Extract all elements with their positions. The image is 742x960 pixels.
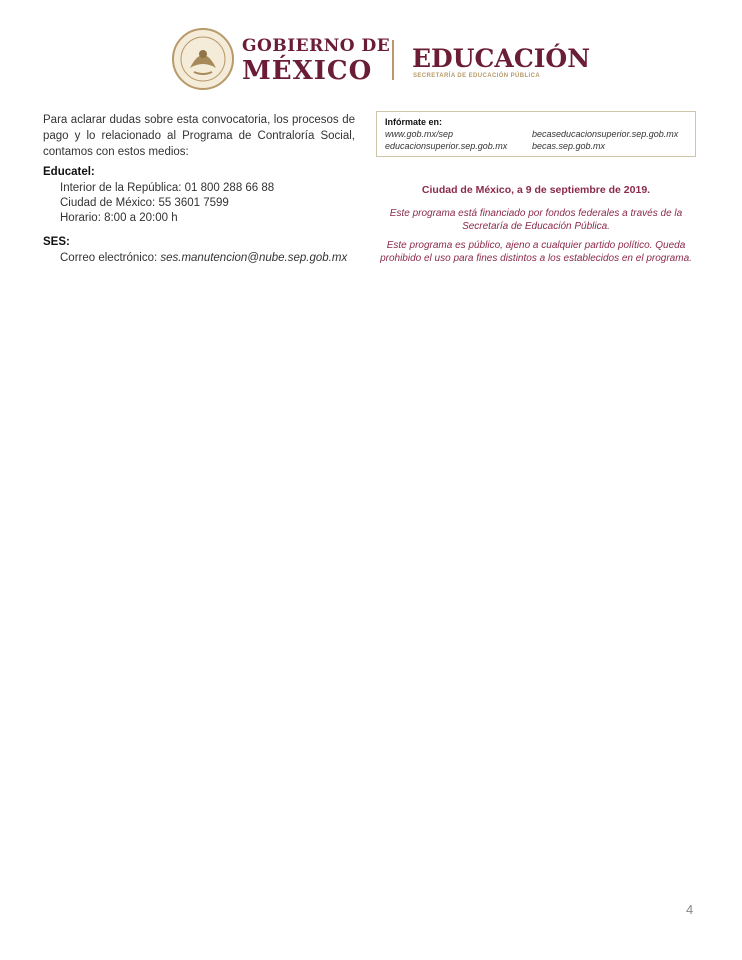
ses-email-line (60, 252, 347, 264)
date-line: Ciudad de México, a 9 de septiembre de 2019. (421, 184, 651, 196)
header-divider (392, 40, 394, 80)
link-becas-sep[interactable]: becas.sep.gob.mx (532, 141, 606, 151)
educatel-line-cdmx: Ciudad de México: 55 3601 7599 (60, 197, 229, 209)
page-number: 4 (686, 902, 694, 917)
link-educacion-superior[interactable]: educacionsuperior.sep.gob.mx (385, 141, 508, 151)
educatel-line-interior: Interior de la República: 01 800 288 66 88 (60, 182, 275, 194)
national-seal-icon (172, 28, 234, 90)
gobierno-de-text: GOBIERNO DE (242, 36, 391, 56)
info-box (376, 111, 696, 157)
ses-email-prefix: Correo electrónico: (60, 252, 161, 264)
ses-email-link[interactable]: ses.manutencion@nube.sep.gob.mx (160, 252, 348, 264)
ses-label: SES: (43, 236, 70, 248)
info-links (385, 128, 687, 152)
educacion-title: EDUCACIÓN (412, 44, 591, 73)
legal-funding-text: Este programa está financiado por fondos federales a través de la Secretaría de Educación Pública. (389, 208, 683, 232)
intro-paragraph: Para aclarar dudas sobre esta convocatoria, los procesos de pago y lo relacionado al Programa de Contraloría Social, contamos con estos medios: (43, 114, 355, 158)
legal-public-program-text: Este programa es público, ajeno a cualquier partido político. Queda prohibido el uso para fines distintos a los establecidos en el programa. (380, 240, 692, 264)
educatel-line-horario: Horario: 8:00 a 20:00 h (60, 212, 178, 224)
educacion-subtitle: SECRETARÍA DE EDUCACIÓN PÚBLICA (413, 73, 541, 79)
mexico-text: MÉXICO (242, 56, 373, 86)
educatel-label: Educatel: (43, 166, 95, 178)
link-becas-educacion-superior[interactable]: becaseducacionsuperior.sep.gob.mx (532, 129, 679, 139)
header-logos (172, 26, 591, 92)
info-title: Infórmate en: (385, 117, 443, 127)
link-gob-sep[interactable]: www.gob.mx/sep (385, 129, 454, 139)
